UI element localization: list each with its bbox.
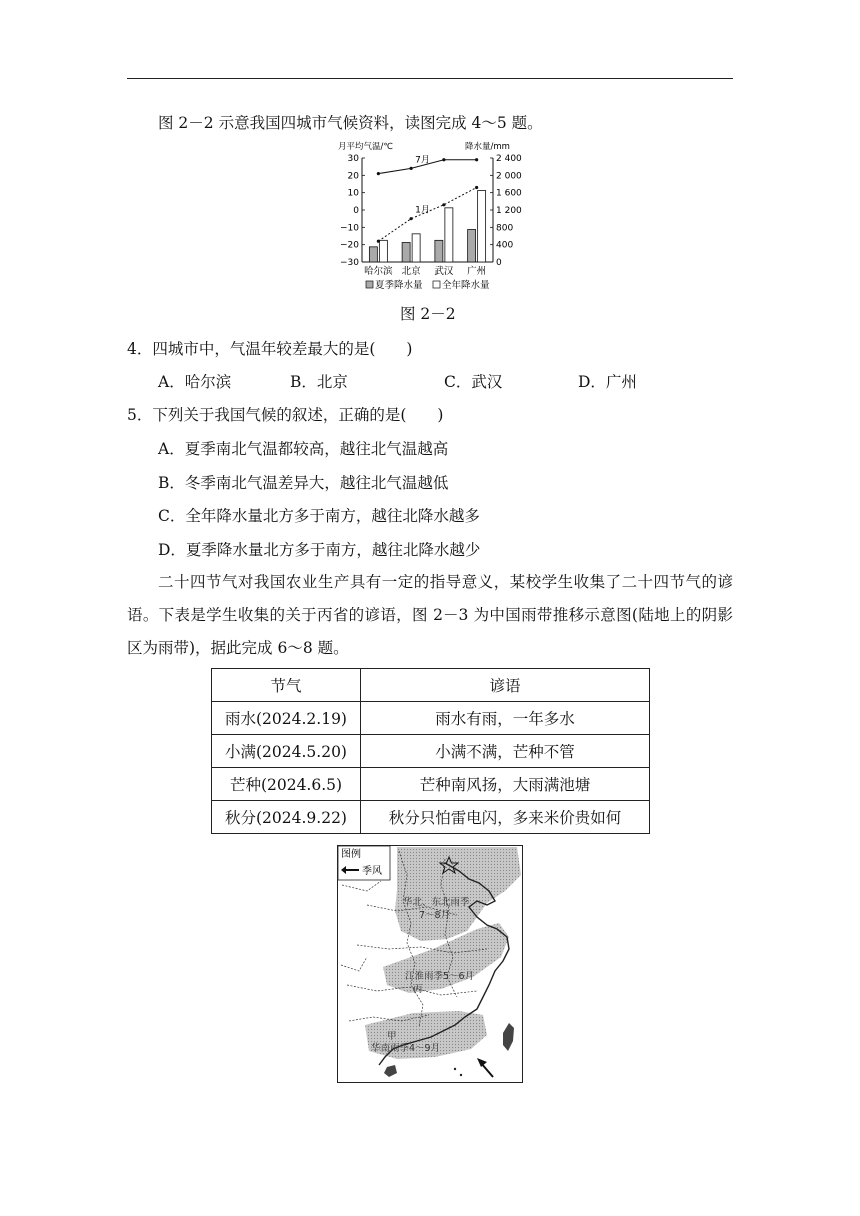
climate-chart-svg — [330, 140, 530, 305]
passage-text: 二十四节气对我国农业生产具有一定的指导意义，某校学生收集了二十四节气的谚语。下表是学生收集的关于丙省的谚语，图 2－3 为中国雨带推移示意图(陆地上的阴影区为雨带)，据此完成 6～8 题。 — [127, 573, 733, 657]
map-label-south: 华南雨季4～9月 — [371, 1043, 441, 1054]
bar-annual-precip — [379, 240, 387, 262]
figure-caption: 图 2－2 — [400, 305, 456, 323]
legend-label-summer: 夏季降水量 — [375, 280, 423, 291]
map-label-jia: 甲 — [387, 1031, 397, 1042]
table-row — [212, 801, 650, 834]
table-row — [212, 735, 650, 768]
left-tick-label: 0 — [353, 206, 359, 216]
table-row — [212, 702, 650, 735]
question-5-option-d: D．夏季降水量北方多于南方，越往北降水越少 — [158, 541, 481, 559]
table-header-cell: 节气 — [212, 669, 361, 702]
legend-swatch-annual — [433, 281, 440, 288]
right-axis-label: 降水量/mm — [465, 142, 510, 152]
table-cell: 雨水有雨，一年多水 — [361, 702, 650, 735]
bar-summer-precip — [369, 247, 377, 262]
july-temp-point — [410, 167, 413, 170]
category-label: 武汉 — [434, 266, 454, 277]
july-temp-point — [377, 172, 380, 175]
legend-label-annual: 全年降水量 — [442, 280, 490, 291]
header-rule — [127, 78, 733, 79]
island-dot — [460, 1074, 462, 1076]
bar-annual-precip — [478, 191, 486, 263]
table-cell: 芒种(2024.6.5) — [212, 768, 361, 801]
category-label: 广州 — [467, 266, 487, 277]
right-tick-label: 2 000 — [496, 171, 522, 182]
january-temp-point — [410, 217, 413, 220]
left-tick-label: −10 — [340, 223, 359, 234]
right-tick-label: 1 600 — [496, 188, 522, 199]
intro-text: 图 2－2 示意我国四城市气候资料，读图完成 4～5 题。 — [158, 114, 543, 132]
right-tick-label: 0 — [496, 258, 502, 268]
left-tick-label: 10 — [347, 188, 359, 199]
table-header-cell: 谚语 — [361, 669, 650, 702]
right-tick-label: 800 — [496, 223, 514, 234]
right-tick-label: 400 — [496, 240, 514, 251]
map-legend-item: 季风 — [362, 866, 382, 877]
question-5-stem: 5．下列关于我国气候的叙述，正确的是( ) — [127, 406, 444, 424]
january-temp-point — [442, 203, 445, 206]
question-4-option-d: D．广州 — [578, 373, 637, 391]
map-label-middle: 江淮雨季5～6月 — [405, 971, 475, 982]
question-5-option-c: C．全年降水量北方多于南方，越往北降水越多 — [158, 507, 480, 525]
july-temp-point — [475, 158, 478, 161]
map-legend-title: 图例 — [341, 849, 361, 860]
left-tick-label: −20 — [340, 240, 359, 251]
left-tick-label: 20 — [347, 171, 359, 182]
table-row — [212, 768, 650, 801]
right-tick-label: 2 400 — [496, 154, 522, 164]
question-5-option-a: A．夏季南北气温都较高，越往北气温越高 — [158, 440, 449, 458]
island-dot — [454, 1068, 456, 1070]
question-4-stem: 4．四城市中，气温年较差最大的是( ) — [127, 340, 413, 358]
table-cell: 秋分(2024.9.22) — [212, 801, 361, 834]
january-temp-point — [475, 186, 478, 189]
bar-summer-precip — [402, 243, 410, 263]
rain-belt-map-svg — [337, 845, 523, 1083]
bar-annual-precip — [412, 234, 420, 262]
right-tick-label: 1 200 — [496, 206, 522, 216]
question-4-option-a: A．哈尔滨 — [158, 373, 232, 391]
rain-belt-map — [337, 845, 523, 1083]
map-label-north: 华北、东北雨季 — [403, 897, 470, 908]
table-cell: 雨水(2024.2.19) — [212, 702, 361, 735]
left-tick-label: 30 — [347, 154, 359, 164]
category-label: 北京 — [401, 266, 421, 277]
left-tick-label: −30 — [340, 258, 359, 268]
question-5-option-b: B．冬季南北气温差异大，越往北气温越低 — [158, 474, 449, 492]
table-cell: 秋分只怕雷电闪，多来米价贵如何 — [361, 801, 650, 834]
january-line-label: 1月 — [415, 205, 430, 216]
map-label-bing: 丙 — [413, 984, 423, 995]
table-cell: 小满(2024.5.20) — [212, 735, 361, 768]
climate-chart — [330, 140, 530, 305]
legend-swatch-summer — [366, 281, 373, 288]
question-4-option-b: B．北京 — [290, 373, 348, 391]
left-axis-label: 月平均气温/℃ — [338, 142, 393, 152]
january-temp-point — [377, 240, 380, 243]
map-label-north-months: 7～8月 — [419, 910, 451, 921]
proverb-table — [211, 668, 650, 834]
bar-summer-precip — [435, 240, 443, 262]
table-cell: 小满不满，芒种不管 — [361, 735, 650, 768]
bar-annual-precip — [445, 208, 453, 262]
table-header-row — [212, 669, 650, 702]
table-cell: 芒种南风扬，大雨满池塘 — [361, 768, 650, 801]
july-line-label: 7月 — [415, 155, 430, 166]
bar-summer-precip — [468, 230, 476, 263]
category-label: 哈尔滨 — [364, 266, 393, 277]
july-temp-point — [442, 158, 445, 161]
question-4-option-c: C．武汉 — [444, 373, 503, 391]
